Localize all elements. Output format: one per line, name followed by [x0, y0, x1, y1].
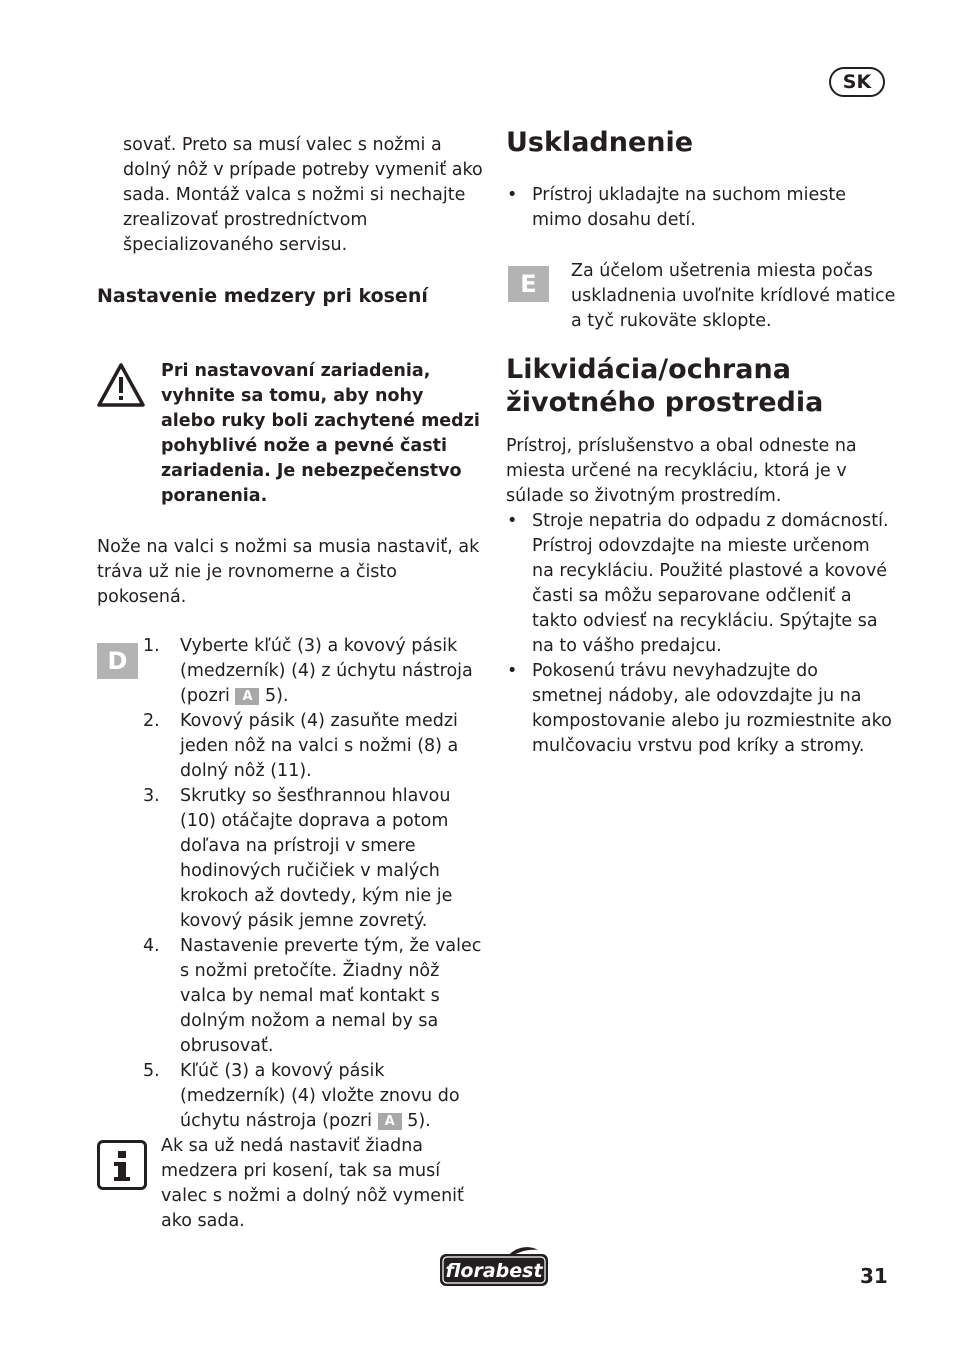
info-icon [97, 1140, 147, 1190]
step-item [143, 934, 488, 1059]
list-item: • Prístroj ukladajte na suchom mieste mimo dosahu detí. [507, 183, 892, 233]
intro-paragraph: sovať. Preto sa musí valec s nožmi a dolný nôž v prípade potreby vymeniť ako sada. Montáž valca s nožmi si nechajte zrealizovať prostredníctvom špecializovaného servisu. [123, 135, 483, 255]
step-item [143, 634, 488, 709]
info-note-text: Ak sa už nedá nastaviť žiadna medzera pri kosení, tak sa musí valec s nožmi a dolný nôž vymeniť ako sada. [161, 1136, 464, 1231]
step-number: 1. [143, 636, 160, 656]
step-text-end: 5). [265, 686, 289, 706]
step-text: Kovový pásik (4) zasuňte medzi jeden nôž na valci s nožmi (8) a dolný nôž (11). [180, 711, 459, 781]
storage-heading: Uskladnenie [506, 127, 694, 158]
knife-adjust-paragraph: Nože na valci s nožmi sa musia nastaviť, ak tráva už nie je rovnomerne a čisto pokosená. [97, 537, 480, 607]
storage-list [507, 183, 892, 233]
warning-text: Pri nastavovaní zariadenia, vyhnite sa tomu, aby nohy alebo ruky boli zachytené medzi pohyblivé nože a pevné časti zariadenia. Je nebezpečenstvo poranenia. [161, 361, 480, 506]
warning-triangle-icon [96, 362, 146, 408]
step-number: 2. [143, 711, 160, 731]
disposal-heading: Likvidácia/ochrana životného prostredia [506, 354, 824, 418]
section-heading-gap-setting: Nastavenie medzery pri kosení [97, 285, 428, 307]
storage-note: Za účelom ušetrenia miesta počas uskladnenia uvoľnite krídlové matice a tyč rukoväte sklopte. [571, 261, 896, 331]
step-item [143, 1059, 488, 1134]
step-text: Nastavenie preverte tým, že valec s nožmi pretočíte. Žiadny nôž valca by nemal mať kontakt s dolným nožom a nemal by sa obrusovať. [180, 936, 482, 1056]
figure-badge-e: E [508, 266, 549, 302]
language-badge: SK [829, 67, 885, 97]
florabest-logo [438, 1244, 552, 1290]
list-item: • Pokosenú trávu nevyhadzujte do smetnej nádoby, ale odovzdajte ju na kompostovanie alebo ju rozmiestnite ako mulčovaciu vrstvu pod kríky a stromy. [507, 659, 892, 759]
step-number: 4. [143, 936, 160, 956]
step-text: Vyberte kľúč (3) a kovový pásik (medzerník) (4) z úchytu nástroja (pozri [180, 636, 473, 706]
figure-ref-badge: A [235, 688, 259, 705]
svg-text:florabest: florabest [445, 1260, 543, 1282]
adjustment-steps [143, 634, 488, 1134]
step-text-end: 5). [407, 1111, 431, 1131]
disposal-paragraph: Prístroj, príslušenstvo a obal odneste na miesta určené na recykláciu, ktorá je v súlade so životným prostredím. [506, 436, 857, 506]
page-number: 31 [860, 1264, 888, 1288]
step-text: Kľúč (3) a kovový pásik (medzerník) (4) vložte znovu do úchytu nástroja (pozri [180, 1061, 460, 1131]
step-number: 5. [143, 1061, 160, 1081]
list-item: • Stroje nepatria do odpadu z domácností. Prístroj odovzdajte na mieste určenom na recykláciu. Použité plastové a kovové časti sa môžu separovane odčleniť a takto odviesť na recykláciu. Spýtajte sa na to vášho predajcu. [507, 509, 892, 659]
step-text: Skrutky so šesťhrannou hlavou (10) otáčajte doprava a potom doľava na prístroji v smere hodinových ručičiek v malých krokoch až dovtedy, kým nie je kovový pásik jemne zovretý. [180, 786, 453, 931]
disposal-list [507, 509, 892, 759]
step-item [143, 709, 488, 784]
step-item [143, 784, 488, 934]
figure-ref-badge: A [378, 1113, 402, 1130]
step-number: 3. [143, 786, 160, 806]
figure-badge-d: D [97, 643, 138, 679]
